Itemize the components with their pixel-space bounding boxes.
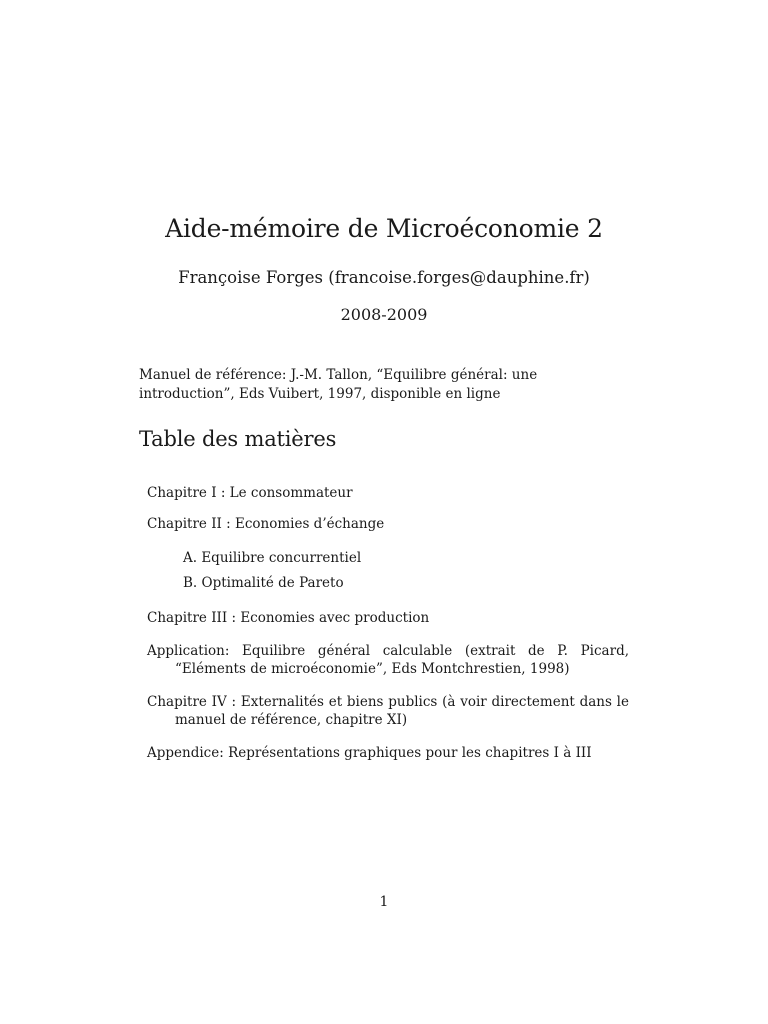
page-number: 1	[379, 894, 389, 910]
toc-entry-appendix: Appendice: Représentations graphiques pour les chapitres I à III	[147, 745, 592, 761]
toc-chapter-2-sections	[147, 549, 629, 592]
toc-entry-chapter-4: Chapitre IV : Externalités et biens publics (à voir directement dans le manuel de référence, chapitre XI)	[147, 694, 629, 728]
document-title: Aide-mémoire de Microéconomie 2	[165, 214, 603, 243]
author-line: Françoise Forges (francoise.forges@dauphine.fr)	[178, 268, 590, 287]
academic-year: 2008-2009	[340, 305, 428, 324]
reference-manual: Manuel de référence: J.-M. Tallon, “Equilibre général: une introduction”, Eds Vuibert, 1997, disponible en ligne	[139, 367, 538, 402]
toc-entry-chapter-2: Chapitre II : Economies d’échange	[147, 516, 385, 532]
toc-subentry-equilibre: A. Equilibre concurrentiel	[183, 550, 362, 566]
table-of-contents	[147, 484, 629, 762]
toc-subentry-pareto: B. Optimalité de Pareto	[183, 575, 344, 591]
toc-heading: Table des matières	[139, 427, 337, 451]
toc-entry-chapter-1: Chapitre I : Le consommateur	[147, 485, 353, 501]
toc-entry-application: Application: Equilibre général calculable (extrait de P. Picard, “Eléments de microéconomie”, Eds Montchrestien, 1998)	[147, 643, 629, 677]
toc-entry-chapter-3: Chapitre III : Economies avec production	[147, 610, 430, 626]
